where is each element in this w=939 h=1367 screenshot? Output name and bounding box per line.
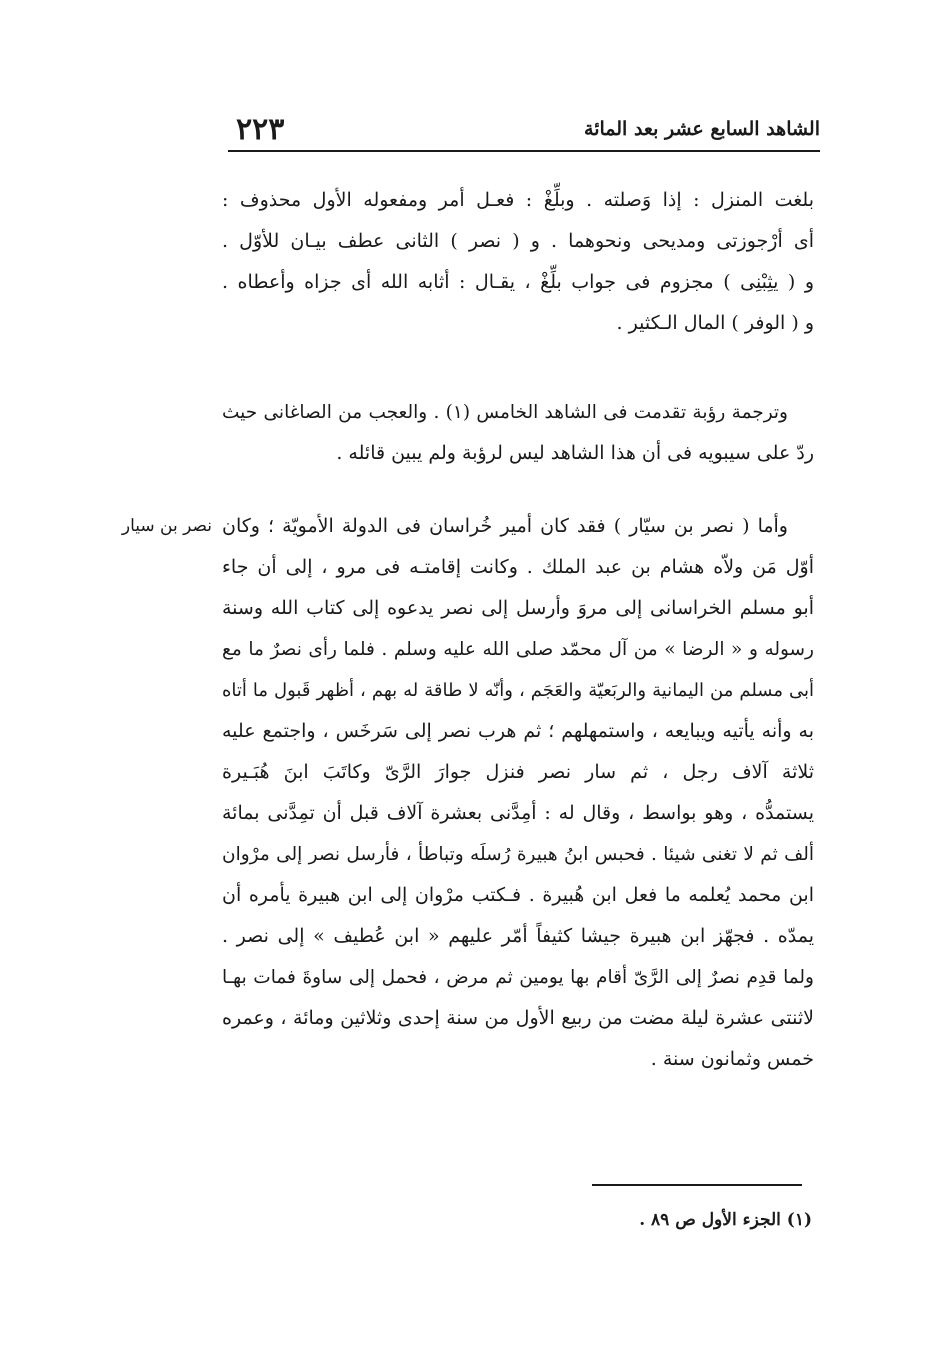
page-number: ٢٢٣ [236,112,285,147]
footnote: (١) الجزء الأول ص ٨٩ . [639,1210,812,1230]
paragraph-3 [222,506,814,1080]
header-rule [228,150,820,152]
paragraph-2 [222,392,814,474]
text-line: بلغت المنزل : إذا وَصلته . وبلِّغْ : فعـل أمر ومفعوله الأول محذوف : [222,189,814,211]
text-line: يستمدُّه ، وهو بواسط ، وقال له : أمِدَّنى بعشرة آلاف قبل أن تمِدَّنى بمائة [222,802,814,824]
text-line: ثلاثة آلاف رجل ، ثم سار نصر فنزل جوارَ الرَّىّ وكاتَبَ ابنَ هُبَـيرة [222,761,814,783]
text-line: أبو مسلم الخراسانى إلى مروَ وأرسل إلى نصر يدعوه إلى كتاب الله وسنة [222,597,814,619]
text-line: به وأنه يأتيه ويبايعه ، واستمهلهم ؛ ثم هرب نصر إلى سَرخَس ، واجتمع عليه [222,720,814,742]
text-line: أى أرْجوزتى ومديحى ونحوهما . و ( نصر ) الثانى عطف بيـان للأوّل . [222,230,814,252]
text-line: ولما قدِم نصرٌ إلى الرَّىّ أقام بها يومين ثم مرض ، فحمل إلى ساوةَ فمات بهـا [222,967,814,988]
text-line: و ( الوفر ) المال الـكثير . [616,312,814,334]
page-header [228,112,820,152]
text-line: يمدّه . فجهّز ابن هبيرة جيشا كثيفاً أمّر عليهم « ابن عُطيف » إلى نصر . [222,925,814,947]
text-line: و ( يثِبْنِى ) مجزوم فى جواب بلِّغْ ، يقـال : أثابه الله أى جزاه وأعطاه . [222,271,814,293]
paragraph-1 [222,180,814,344]
running-head: الشاهد السابع عشر بعد المائة [584,118,820,140]
text-line: لاثنتى عشرة ليلة مضت من ربيع الأول من سنة إحدى وثلاثين ومائة ، وعمره [222,1007,814,1029]
text-line: ألف ثم لا تغنى شيئا . فحبس ابنُ هبيرة رُسلَه وتباطأ ، فأرسل نصر إلى مرْوان [222,844,814,865]
text-line: خمس وثمانون سنة . [650,1048,814,1070]
text-line: وترجمة رؤبة تقدمت فى الشاهد الخامس (١) . والعجب من الصاغانى حيث [222,402,788,423]
text-line: رسوله و « الرضا » من آل محمّد صلى الله عليه وسلم . فلما رأى نصرٌ ما مع [222,639,814,660]
text-line: ردّ على سيبويه فى أن هذا الشاهد ليس لرؤبة ولم يبين قائله . [336,442,814,464]
text-line: وأما ( نصر بن سيّار ) فقد كان أمير خُراسان فى الدولة الأمويّة ؛ وكان [222,515,788,537]
text-line: أوّل مَن ولاّه هشام بن عبد الملك . وكانت إقامتـه فى مرو ، إلى أن جاء [222,556,814,578]
footnote-rule [592,1184,802,1186]
margin-note: نصر بن سيار [121,516,212,536]
text-line: أبى مسلم من اليمانية والربَعيّة والعَجَم ، وأنّه لا طاقة له بهم ، أظهر قَبول ما أتاه [222,680,814,701]
text-line: ابن محمد يُعلمه ما فعل ابن هُبيرة . فـكتب مرْوان إلى ابن هبيرة يأمره أن [222,884,814,906]
